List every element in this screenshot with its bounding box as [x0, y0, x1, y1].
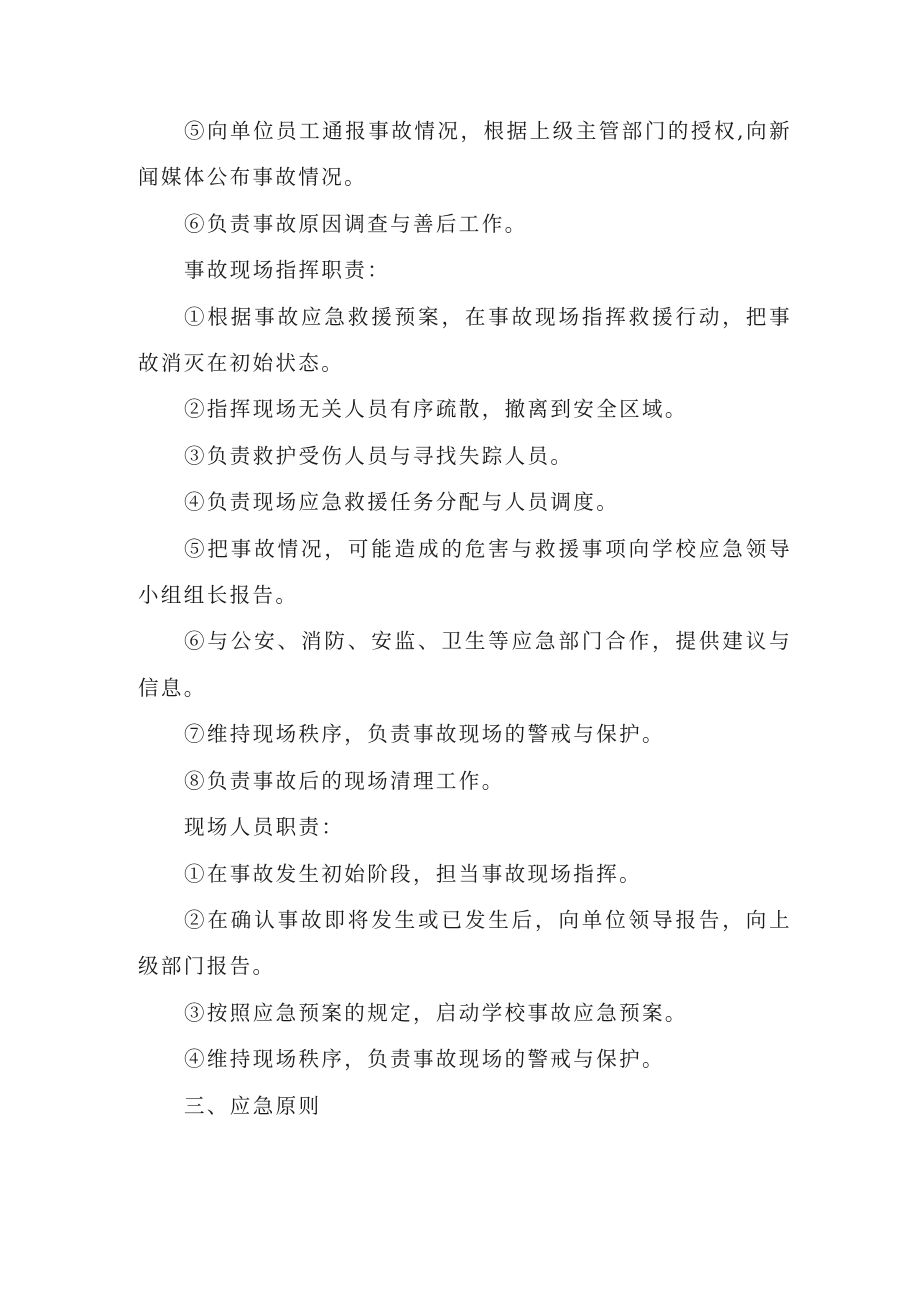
paragraph-5: ③负责救护受伤人员与寻找失踪人员。 — [184, 443, 574, 468]
paragraph-9: ⑦维持现场秩序，负责事故现场的警戒与保护。 — [184, 722, 665, 747]
paragraph-11: ①在事故发生初始阶段，担当事故现场指挥。 — [184, 861, 642, 886]
section-heading-commander-duties: 事故现场指挥职责： — [184, 258, 391, 283]
paragraph-4: ②指挥现场无关人员有序疏散，撤离到安全区域。 — [184, 397, 688, 422]
paragraph-8: ⑥与公安、消防、安监、卫生等应急部门合作，提供建议与信息。 — [138, 629, 792, 700]
paragraph-7: ⑤把事故情况，可能造成的危害与救援事项向学校应急领导小组组长报告。 — [138, 536, 792, 608]
paragraph-2: ⑥负责事故原因调查与善后工作。 — [184, 211, 528, 236]
section-heading-onsite-staff-duties: 现场人员职责： — [184, 815, 345, 840]
section-heading-emergency-principles: 三、应急原则 — [184, 1093, 322, 1118]
paragraph-13: ③按照应急预案的规定，启动学校事故应急预案。 — [184, 1000, 688, 1025]
paragraph-12: ②在确认事故即将发生或已发生后，向单位领导报告，向上级部门报告。 — [138, 907, 792, 979]
document-body — [138, 108, 792, 1129]
paragraph-10: ⑧负责事故后的现场清理工作。 — [184, 768, 505, 793]
paragraph-14: ④维持现场秩序，负责事故现场的警戒与保护。 — [184, 1047, 665, 1072]
paragraph-6: ④负责现场应急救援任务分配与人员调度。 — [184, 490, 620, 515]
paragraph-1: ⑤向单位员工通报事故情况，根据上级主管部门的授权,向新闻媒体公布事故情况。 — [138, 119, 792, 190]
paragraph-3: ①根据事故应急救援预案，在事故现场指挥救援行动，把事故消灭在初始状态。 — [138, 304, 792, 376]
